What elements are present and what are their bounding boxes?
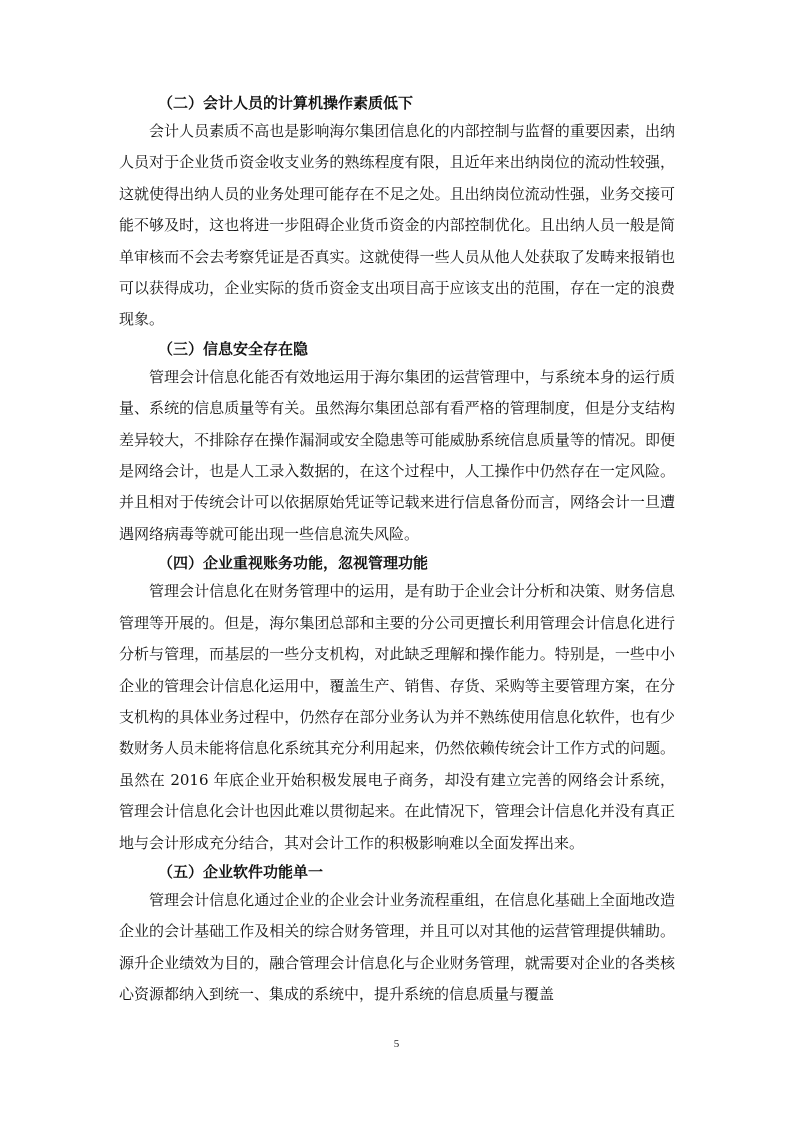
section-heading-5: （五）企业软件功能单一 bbox=[158, 862, 324, 881]
section-paragraph-3: 管理会计信息化能否有效地运用于海尔集团的运营管理中，与系统本身的运行质量、系统的信息质量等有关。虽然海尔集团总部有看严格的管理制度，但是分支结构差异较大，不排除存在操作漏洞或安全隐患等可能威胁系统信息质量等的情况。即便是网络会计，也是人工录入数据的，在这个过程中，人工操作中仍然存在一定风险。并且相对于传统会计可以依据原始凭证等记载来进行信息备份而言，网络会计一旦遭遇网络病毒等就可能出现一些信息流失风险。 bbox=[119, 367, 675, 543]
section-paragraph-2: 会计人员素质不高也是影响海尔集团信息化的内部控制与监督的重要因素，出纳人员对于企业货币资金收支业务的熟练程度有限，且近年来出纳岗位的流动性较强，这就使得出纳人员的业务处理可能存在不足之处。且出纳岗位流动性强，业务交接可能不够及时，这也将进一步阻碍企业货币资金的内部控制优化。且出纳人员一般是简单审核而不会去考察凭证是否真实。这就使得一些人员从他人处获取了发畴来报销也可以获得成功，企业实际的货币资金支出项目高于应该支出的范围，存在一定的浪费现象。 bbox=[119, 122, 675, 329]
section-heading-2: （二）会计人员的计算机操作素质低下 bbox=[158, 94, 414, 112]
page-number: 5 bbox=[393, 1038, 400, 1050]
section-heading-4: （四）企业重视账务功能，忽视管理功能 bbox=[158, 554, 429, 573]
document-body bbox=[119, 90, 675, 1011]
section-paragraph-4: 管理会计信息化在财务管理中的运用，是有助于企业会计分析和决策、财务信息管理等开展的。但是，海尔集团总部和主要的分公司更擅长利用管理会计信息化进行分析与管理，而基层的一些分支机构，对此缺乏理解和操作能力。特别是，一些中小企业的管理会计信息化运用中，覆盖生产、销售、存货、采购等主要管理方案，在分支机构的具体业务过程中，仍然存在部分业务认为并不熟练使用信息化软件，也有少数财务人员未能将信息化系统其充分利用起来，仍然依赖传统会计工作方式的问题。虽然在 2016 年底企业开始积极发展电子商务，却没有建立完善的网络会计系统，管理会计信息化会计也因此难以贯彻起来。在此情况下，管理会计信息化并没有真正地与会计形成充分结合，其对会计工作的积极影响难以全面发挥出来。 bbox=[119, 582, 675, 852]
section-paragraph-5: 管理会计信息化通过企业的企业会计业务流程重组，在信息化基础上全面地改造企业的会计基础工作及相关的综合财务管理，并且可以对其他的运营管理提供辅助。源升企业绩效为目的，融合管理会计信息化与企业财务管理，就需要对企业的各类核心资源都纳入到统一、集成的系统中，提升系统的信息质量与覆盖 bbox=[119, 890, 675, 1004]
section-heading-3: （三）信息安全存在隐 bbox=[158, 339, 309, 358]
